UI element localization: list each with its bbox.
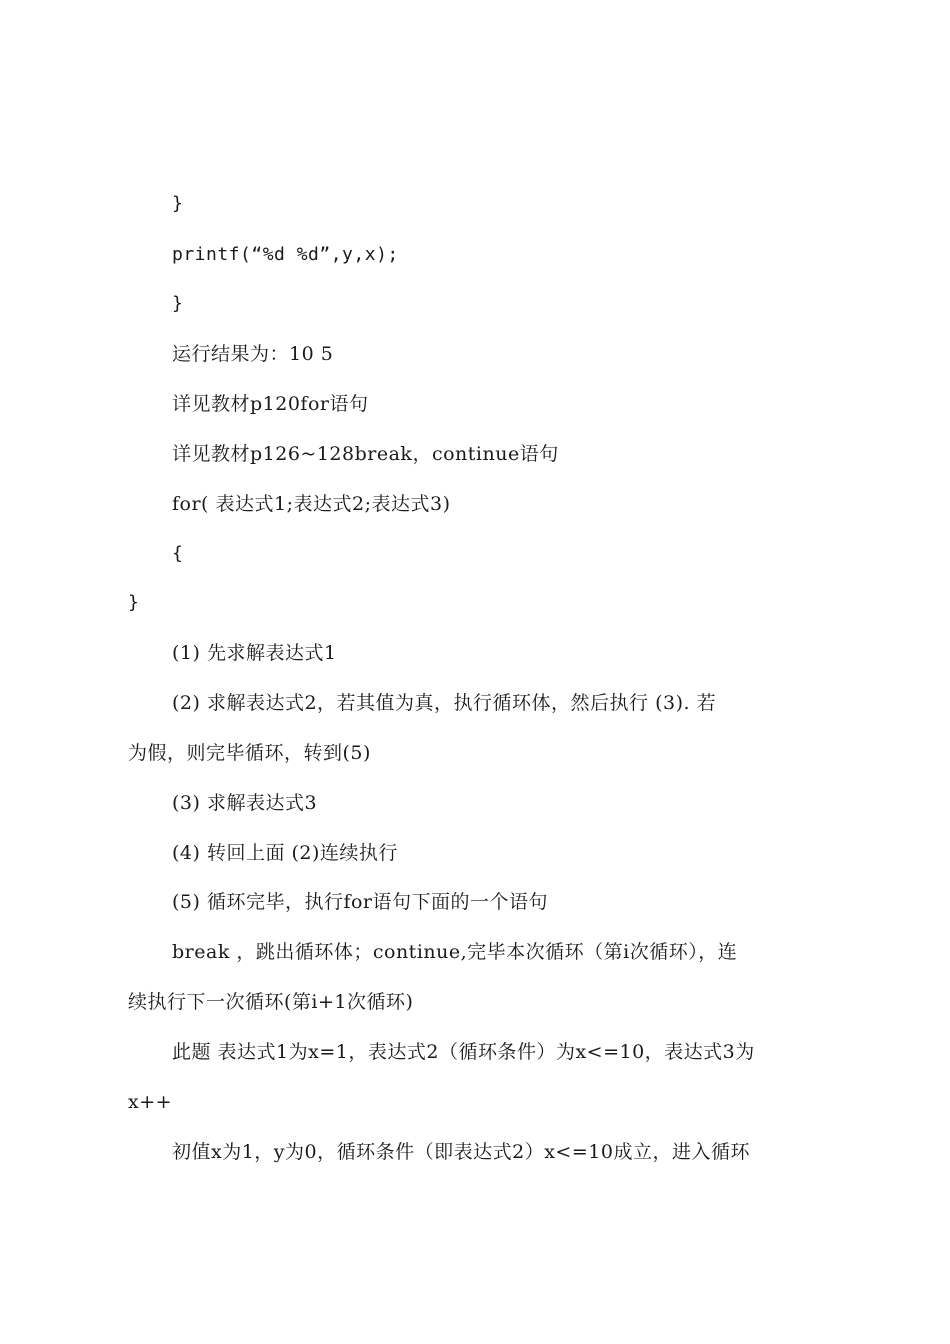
for-syntax-line: for( 表达式1;表达式2;表达式3) (172, 493, 451, 515)
problem-expressions-continuation: x++ (128, 1091, 173, 1113)
step-3: (3) 求解表达式3 (172, 792, 318, 814)
textbook-reference-for: 详见教材p120for语句 (172, 393, 369, 415)
code-closing-brace: } (172, 193, 184, 214)
break-continue-continuation: 续执行下一次循环(第i+1次循环) (128, 991, 414, 1013)
break-continue-explanation: break ，跳出循环体；continue,完毕本次循环（第i次循环），连 (172, 941, 738, 963)
step-2-continuation: 为假，则完毕循环，转到(5) (128, 742, 371, 764)
code-closing-brace: } (128, 592, 140, 613)
code-closing-brace: } (172, 293, 184, 314)
step-4: (4) 转回上面 (2)连续执行 (172, 842, 398, 864)
step-5: (5) 循环完毕，执行for语句下面的一个语句 (172, 891, 549, 913)
problem-expressions: 此题 表达式1为x=1，表达式2（循环条件）为x<=10，表达式3为 (172, 1041, 755, 1063)
step-2: (2) 求解表达式2，若其值为真，执行循环体，然后执行 (3). 若 (172, 692, 717, 714)
textbook-reference-break-continue: 详见教材p126~128break，continue语句 (172, 443, 559, 465)
initial-values-line: 初值x为1，y为0，循环条件（即表达式2）x<=10成立，进入循环 (172, 1141, 750, 1163)
run-result-line: 运行结果为：10 5 (172, 343, 334, 365)
step-1: (1) 先求解表达式1 (172, 642, 337, 664)
code-opening-brace: { (172, 543, 184, 564)
code-printf-line: printf(“%d %d”,y,x); (172, 244, 399, 265)
